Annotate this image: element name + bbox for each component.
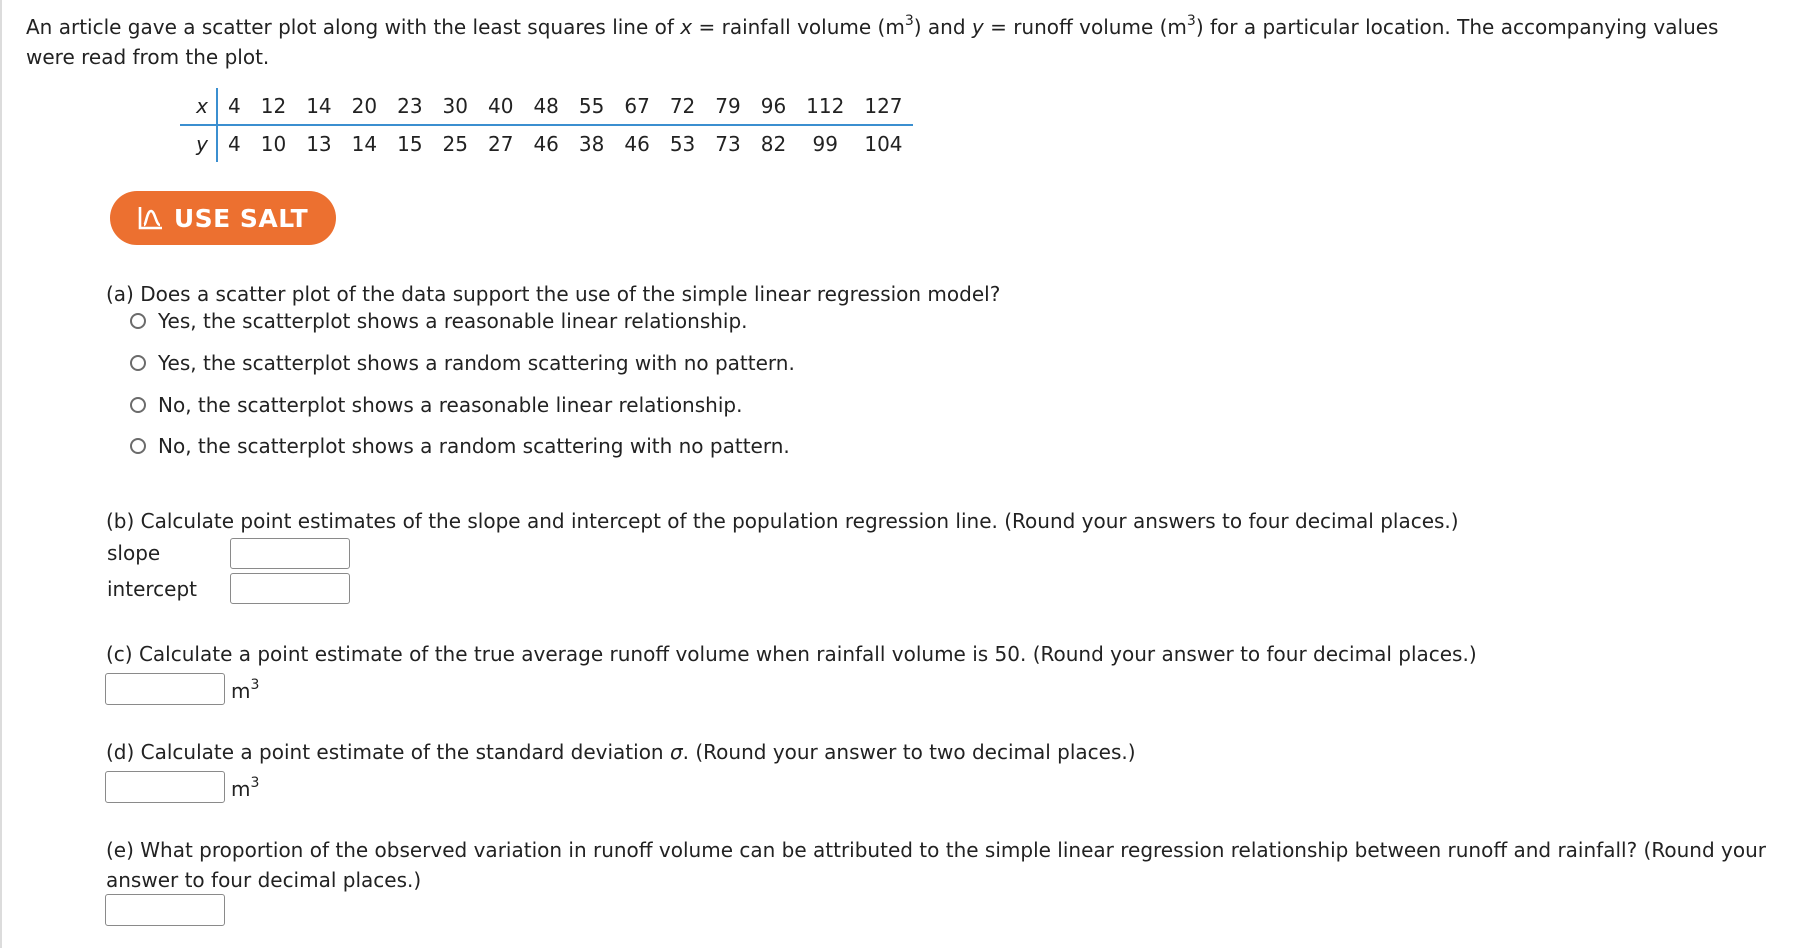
x-row-label: x bbox=[180, 88, 217, 125]
y-value: 25 bbox=[442, 132, 468, 156]
y-value: 15 bbox=[397, 132, 423, 156]
problem-statement bbox=[26, 12, 1766, 72]
y-value: 4 bbox=[228, 132, 241, 156]
rainfall-value: 50 bbox=[994, 642, 1020, 666]
part-d-text: (d) Calculate a point estimate of the standard deviation bbox=[106, 740, 670, 764]
runoff-estimate-input[interactable] bbox=[105, 673, 225, 705]
part-a-option-2[interactable] bbox=[130, 351, 795, 375]
intercept-label: intercept bbox=[107, 577, 197, 601]
y-value: 73 bbox=[715, 132, 741, 156]
use-salt-button[interactable] bbox=[110, 191, 336, 245]
x-value: 12 bbox=[251, 88, 296, 125]
y-value: 10 bbox=[260, 132, 287, 156]
part-e-question: (e) What proportion of the observed variation in runoff volume can be attributed to the simple linear regression relationship between runoff and rainfall? (Round your answer to four decimal places.) bbox=[106, 838, 1766, 892]
proportion-input[interactable] bbox=[105, 894, 225, 926]
radio-button[interactable] bbox=[130, 438, 146, 454]
x-value: 40 bbox=[478, 88, 523, 125]
x-value: 96 bbox=[751, 88, 796, 125]
y-value: 27 bbox=[488, 132, 514, 156]
radio-button[interactable] bbox=[130, 313, 146, 329]
x-value: 30 bbox=[433, 88, 478, 125]
y-value: 53 bbox=[669, 132, 696, 156]
unit-label bbox=[231, 679, 259, 703]
x-value: 112 bbox=[796, 88, 854, 125]
part-a-option-1[interactable] bbox=[130, 309, 748, 333]
option-label: No, the scatterplot shows a random scattering with no pattern. bbox=[158, 434, 790, 458]
salt-chart-icon bbox=[138, 206, 164, 230]
unit-exponent: 3 bbox=[250, 775, 260, 791]
option-label: Yes, the scatterplot shows a random scattering with no pattern. bbox=[158, 351, 795, 375]
y-value: 38 bbox=[578, 132, 605, 156]
x-value: 23 bbox=[387, 88, 432, 125]
option-label: Yes, the scatterplot shows a reasonable linear relationship. bbox=[158, 309, 748, 333]
intro-text-3: ) and bbox=[913, 15, 972, 39]
y-variable: y bbox=[971, 15, 984, 39]
x-value: 55 bbox=[569, 88, 614, 125]
part-d-text-suffix: . (Round your answer to two decimal places.) bbox=[682, 740, 1136, 764]
part-c-text: (c) Calculate a point estimate of the true average runoff volume when rainfall volume is bbox=[106, 642, 995, 666]
y-value: 99 bbox=[812, 132, 838, 156]
y-row-label: y bbox=[180, 125, 217, 162]
part-d-question bbox=[106, 737, 1786, 767]
x-value: 14 bbox=[296, 88, 341, 125]
radio-button[interactable] bbox=[130, 355, 146, 371]
y-value: 13 bbox=[306, 132, 332, 156]
x-value: 67 bbox=[614, 88, 659, 125]
use-salt-label: USE SALT bbox=[173, 203, 309, 233]
part-c-text-suffix: . (Round your answer to four decimal places.) bbox=[1020, 642, 1477, 666]
y-value: 46 bbox=[624, 132, 650, 156]
unit-base: m bbox=[231, 679, 251, 703]
intro-text-5: ) for a particular location. The accompanying values were read from the plot. bbox=[26, 15, 1719, 69]
part-b-question: (b) Calculate point estimates of the slope and intercept of the population regression line. (Round your answers to four decimal places.) bbox=[106, 509, 1459, 533]
y-value: 104 bbox=[864, 132, 903, 156]
x-value: 127 bbox=[854, 88, 912, 125]
y-row bbox=[180, 125, 913, 162]
x-value: 72 bbox=[660, 88, 705, 125]
part-a-option-4[interactable] bbox=[130, 434, 790, 458]
sigma-symbol: σ bbox=[669, 740, 683, 764]
x-value: 79 bbox=[705, 88, 750, 125]
std-dev-input[interactable] bbox=[105, 771, 225, 803]
data-table bbox=[180, 88, 913, 162]
part-a-option-3[interactable] bbox=[130, 393, 742, 417]
option-label: No, the scatterplot shows a reasonable linear relationship. bbox=[158, 393, 743, 417]
slope-label: slope bbox=[107, 541, 161, 565]
exponent: 3 bbox=[1186, 13, 1196, 29]
intro-text-1: An article gave a scatter plot along with the least squares line of bbox=[26, 15, 681, 39]
y-value: 14 bbox=[351, 132, 378, 156]
unit-base: m bbox=[231, 777, 251, 801]
intercept-input[interactable] bbox=[230, 573, 350, 604]
slope-input[interactable] bbox=[230, 538, 350, 569]
part-c-question bbox=[106, 639, 1786, 669]
x-row bbox=[180, 88, 913, 125]
intro-text-2: = rainfall volume (m bbox=[692, 15, 905, 39]
y-value: 46 bbox=[533, 132, 559, 156]
unit-exponent: 3 bbox=[250, 677, 260, 693]
y-value: 82 bbox=[760, 132, 787, 156]
exponent: 3 bbox=[904, 13, 914, 29]
x-value: 4 bbox=[217, 88, 251, 125]
x-variable: x bbox=[680, 15, 693, 39]
x-value: 48 bbox=[523, 88, 568, 125]
part-a-question: (a) Does a scatter plot of the data support the use of the simple linear regression model? bbox=[106, 282, 1001, 306]
radio-button[interactable] bbox=[130, 397, 146, 413]
x-value: 20 bbox=[342, 88, 387, 125]
intro-text-4: = runoff volume (m bbox=[983, 15, 1187, 39]
unit-label bbox=[231, 777, 259, 801]
